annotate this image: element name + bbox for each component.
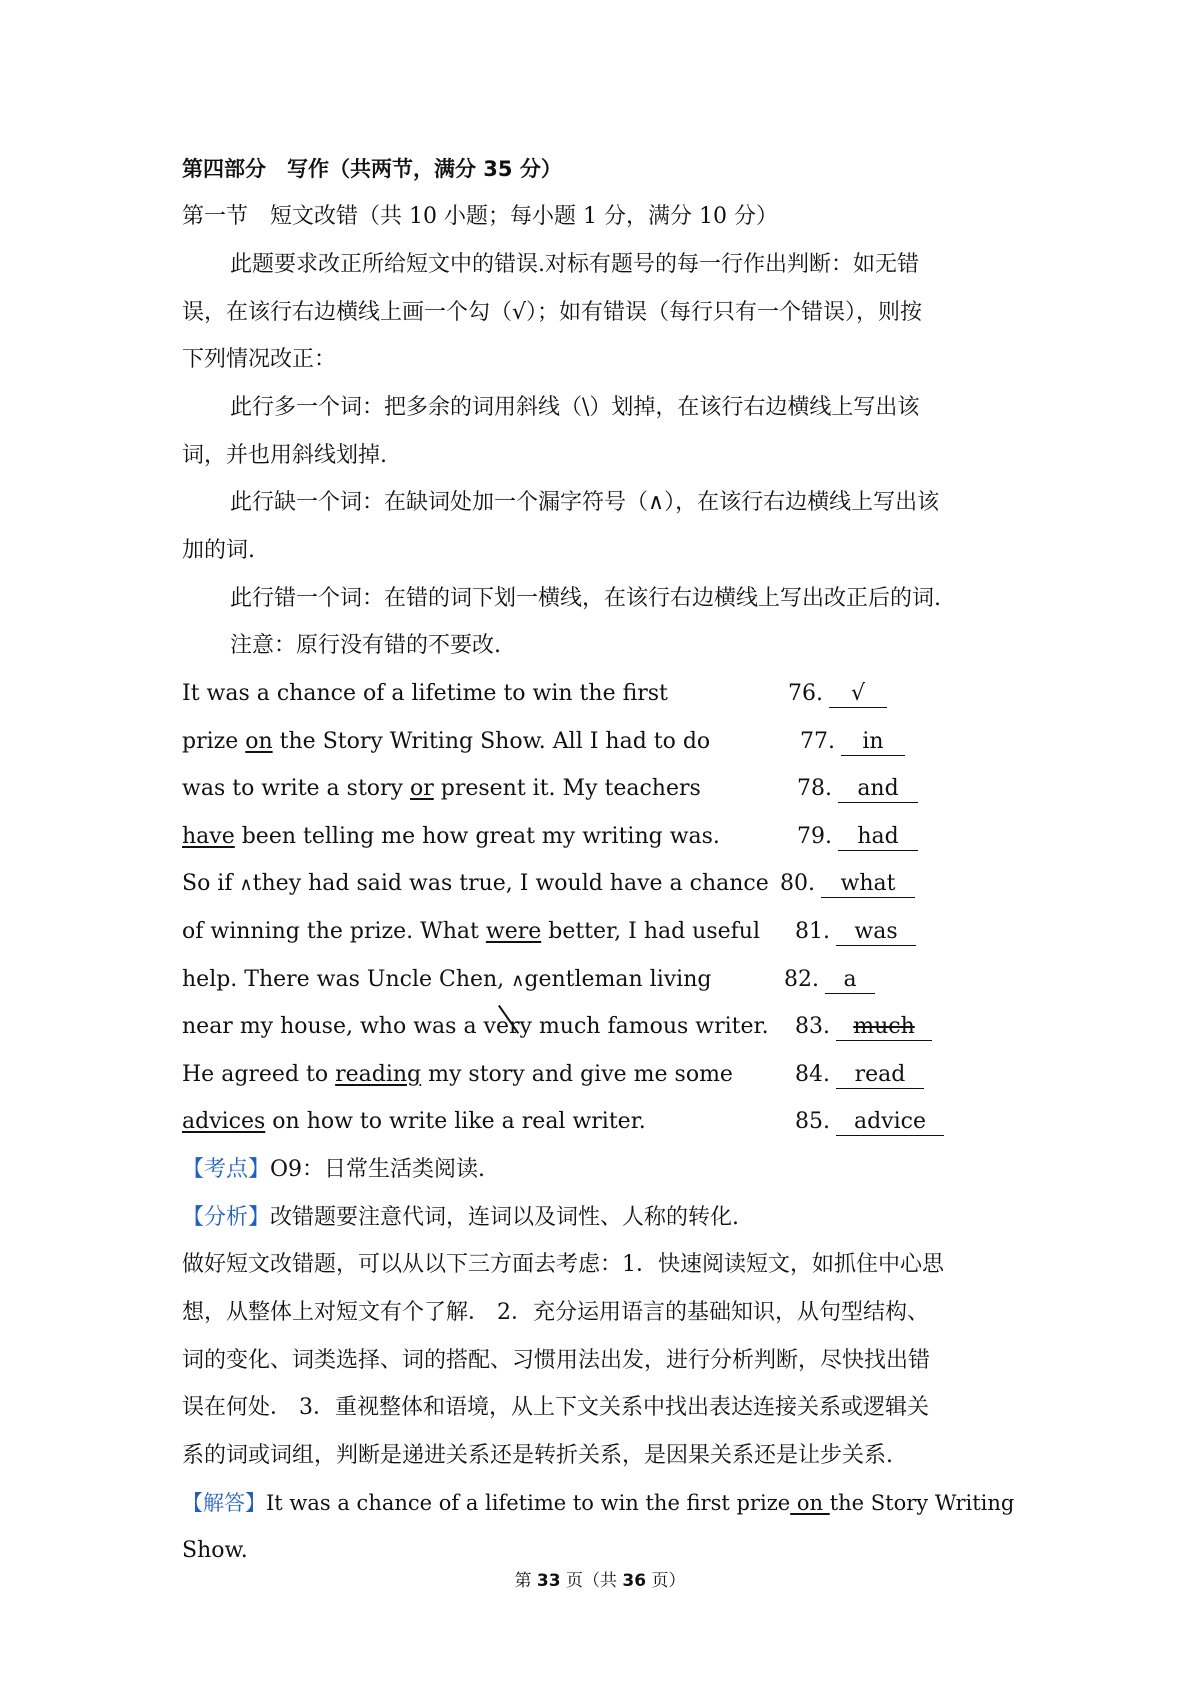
passage-line: He agreed to reading my story and give me some bbox=[182, 1062, 733, 1087]
passage-line: It was a chance of a lifetime to win the first bbox=[182, 681, 668, 706]
error-word: reading bbox=[335, 1062, 422, 1087]
error-word: advices bbox=[182, 1109, 266, 1134]
passage-line: near my house, who was a very much famous writer. bbox=[182, 1014, 769, 1039]
fenxi-line: 【分析】改错题要注意代词，连词以及词性、人称的转化. bbox=[182, 1205, 740, 1230]
instruction-line: 此题要求改正所给短文中的错误.对标有题号的每一行作出判断：如无错 bbox=[230, 252, 919, 277]
jieda-line: 【解答】It was a chance of a lifetime to win the first prize on the Story Writing bbox=[182, 1491, 1015, 1515]
section-heading: 第一节 短文改错（共 10 小题；每小题 1 分，满分 10 分） bbox=[182, 204, 778, 229]
answer-77: 77. in bbox=[800, 727, 905, 757]
page-total: 36 bbox=[622, 1571, 647, 1591]
instruction-line: 此行多一个词：把多余的词用斜线（\）划掉，在该行右边横线上写出该 bbox=[230, 395, 920, 420]
passage-line: was to write a story or present it. My teachers bbox=[182, 776, 701, 801]
fenxi-label: 【分析】 bbox=[182, 1205, 271, 1230]
passage-line: help. There was Uncle Chen, ∧gentleman living bbox=[182, 967, 712, 992]
answer-79: 79. had bbox=[797, 822, 918, 852]
answer-84: 84. read bbox=[795, 1060, 924, 1090]
instruction-line: 词，并也用斜线划掉. bbox=[182, 443, 387, 468]
passage-line: So if ∧they had said was true, I would have a chance bbox=[182, 871, 769, 896]
analysis-line: 误在何处． 3．重视整体和语境，从上下文关系中找出表达连接关系或逻辑关 bbox=[182, 1395, 929, 1420]
answer-85: 85. advice bbox=[795, 1107, 944, 1137]
instruction-line: 误，在该行右边横线上画一个勾（√）；如有错误（每行只有一个错误），则按 bbox=[182, 300, 923, 325]
instruction-line: 加的词. bbox=[182, 538, 255, 563]
error-word: were bbox=[485, 919, 542, 944]
jieda-line-2: Show. bbox=[182, 1538, 248, 1563]
answer-81: 81. was bbox=[795, 917, 916, 947]
error-word: on bbox=[245, 729, 273, 754]
page-footer: 第 33 页（共 36 页） bbox=[514, 1571, 686, 1591]
answer-83: 83. much bbox=[795, 1012, 932, 1042]
kaodian-label: 【考点】 bbox=[182, 1157, 271, 1182]
instruction-line: 此行缺一个词：在缺词处加一个漏字符号（∧），在该行右边横线上写出该 bbox=[230, 490, 940, 515]
answer-80: 80. what bbox=[780, 869, 915, 899]
instruction-line: 下列情况改正： bbox=[182, 347, 337, 372]
passage-line: advices on how to write like a real writer. bbox=[182, 1109, 646, 1134]
analysis-line: 做好短文改错题，可以从以下三方面去考虑：1．快速阅读短文，如抓住中心思 bbox=[182, 1252, 944, 1277]
jieda-label: 【解答】 bbox=[182, 1491, 266, 1515]
instruction-line: 此行错一个词：在错的词下划一横线，在该行右边横线上写出改正后的词. bbox=[230, 586, 941, 611]
caret-mark: ∧ bbox=[239, 874, 253, 895]
page-number: 33 bbox=[536, 1571, 561, 1591]
kaodian-line: 【考点】O9：日常生活类阅读. bbox=[182, 1157, 486, 1182]
passage-line: prize on the Story Writing Show. All I had to do bbox=[182, 729, 711, 754]
answer-78: 78. and bbox=[797, 774, 918, 804]
part-heading: 第四部分 写作（共两节，满分 35 分） bbox=[182, 157, 562, 181]
error-word: have bbox=[182, 824, 235, 849]
passage-line: of winning the prize. What were better, I had useful bbox=[182, 919, 761, 944]
passage-line: have been telling me how great my writing was. bbox=[182, 824, 720, 849]
analysis-line: 想，从整体上对短文有个了解． 2．充分运用语言的基础知识，从句型结构、 bbox=[182, 1300, 929, 1325]
analysis-line: 系的词或词组，判断是递进关系还是转折关系，是因果关系还是让步关系. bbox=[182, 1443, 893, 1468]
error-word: or bbox=[409, 776, 434, 801]
caret-mark: ∧ bbox=[511, 970, 525, 991]
answer-82: 82. a bbox=[784, 965, 875, 995]
instruction-line: 注意：原行没有错的不要改. bbox=[230, 633, 501, 658]
analysis-line: 词的变化、词类选择、词的搭配、习惯用法出发，进行分析判断，尽快找出错 bbox=[182, 1348, 931, 1373]
answer-76: 76. √ bbox=[788, 679, 887, 709]
